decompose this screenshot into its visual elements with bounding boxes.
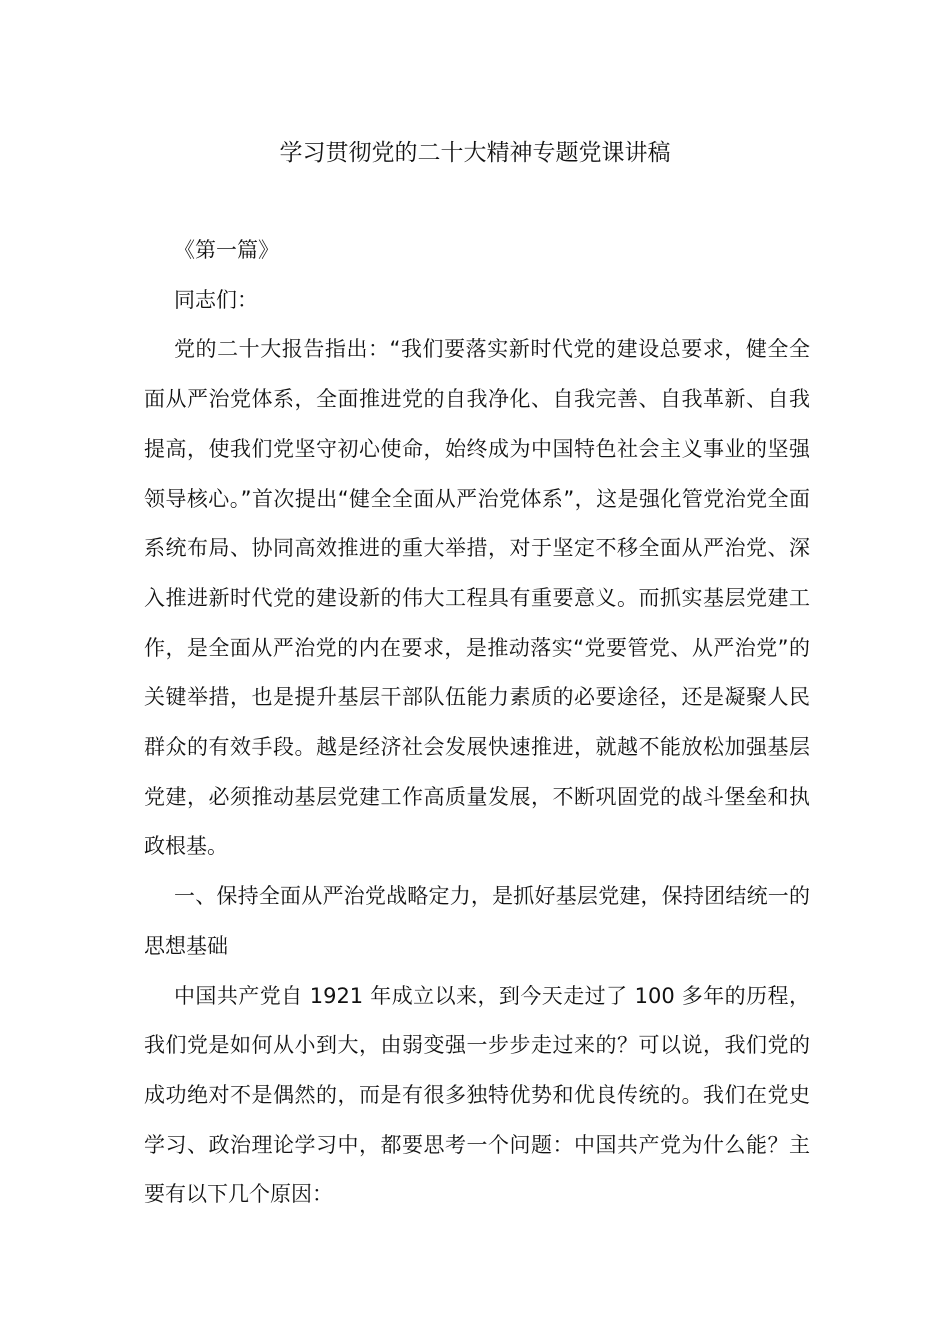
body-paragraph: 中国共产党自 1921 年成立以来，到今天走过了 100 多年的历程，我们党是如何从小到大，由弱变强一步步走过来的？可以说，我们党的成功绝对不是偶然的，而是有很多独特优势和优良传统的。我们在党史学习、政治理论学习中，都要思考一个问题：中国共产党为什么能？主要有以下几个原因： bbox=[144, 983, 810, 1207]
document-title: 学习贯彻党的二十大精神专题党课讲稿 bbox=[279, 140, 671, 166]
section-heading: 一、保持全面从严治党战略定力，是抓好基层党建，保持团结统一的思想基础 bbox=[144, 884, 810, 958]
document-body bbox=[144, 226, 810, 1220]
salutation: 同志们： bbox=[174, 287, 258, 312]
section-label: 《第一篇》 bbox=[174, 238, 279, 262]
body-paragraph: 党的二十大报告指出：“我们要落实新时代党的建设总要求，健全全面从严治党体系，全面推进党的自我净化、自我完善、自我革新、自我提高，使我们党坚守初心使命，始终成为中国特色社会主义事业的坚强领导核心。”首次提出“健全全面从严治党体系”，这是强化管党治党全面系统布局、协同高效推进的重大举措，对于坚定不移全面从严治党、深入推进新时代党的建设新的伟大工程具有重要意义。而抓实基层党建工作，是全面从严治党的内在要求，是推动落实“党要管党、从严治党”的关键举措，也是提升基层干部队伍能力素质的必要途径，还是凝聚人民群众的有效手段。越是经济社会发展快速推进，就越不能放松加强基层党建，必须推动基层党建工作高质量发展，不断巩固党的战斗堡垒和执政根基。 bbox=[144, 337, 810, 859]
